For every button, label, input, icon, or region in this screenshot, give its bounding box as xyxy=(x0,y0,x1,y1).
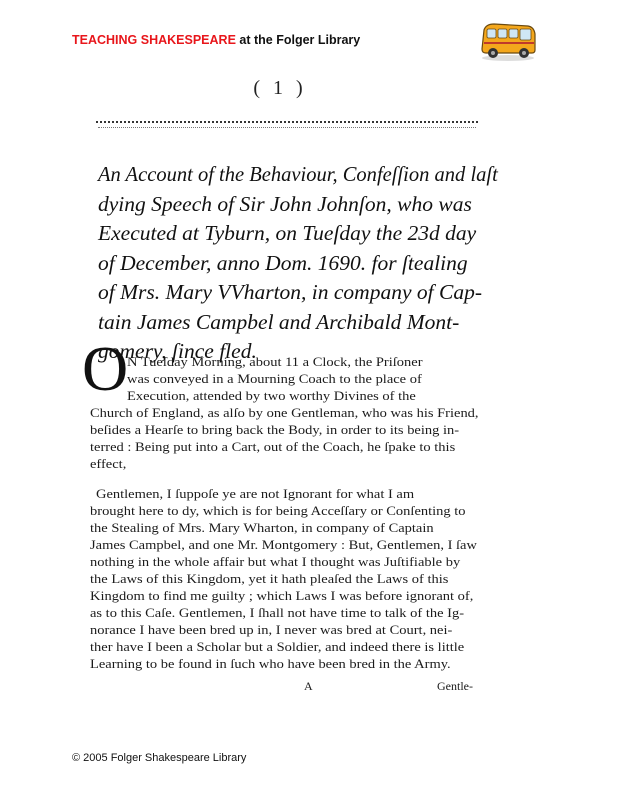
title-line: of Mrs. Mary VVharton, in company of Cap- xyxy=(98,280,482,304)
title-line: of December, anno Dom. 1690. for ſtealing xyxy=(98,250,468,275)
ornament-rule-secondary xyxy=(98,127,476,128)
ornament-rule xyxy=(96,121,478,123)
title-line: tain James Campbel and Archibald Mont- xyxy=(98,309,460,334)
body-line: norance I have been bred up in, I never was bred at Court, nei- xyxy=(90,623,453,637)
body-line: Kingdom to find me guilty ; which Laws I was before ignorant of, xyxy=(90,589,474,603)
body-line: terred : Being put into a Cart, out of the Coach, he ſpake to this xyxy=(90,440,456,454)
title-line: gomery, ſince fled. xyxy=(98,339,257,363)
body-line: brought here to dy, which is for being Acceſſary or Conſenting to xyxy=(90,504,466,518)
body-line: James Campbel, and one Mr. Montgomery : But, Gentlemen, I ſaw xyxy=(90,538,477,552)
body-line: Execution, attended by two worthy Divines of the xyxy=(127,389,416,403)
header-brand: TEACHING SHAKESPEARE xyxy=(72,33,236,47)
title-line: An Account of the Behaviour, Confeſſion and laſt xyxy=(98,162,498,186)
body-line: Church of England, as alſo by one Gentleman, who was his Friend, xyxy=(90,406,479,420)
title-line: Executed at Tyburn, on Tueſday the 23d day xyxy=(98,221,477,245)
body-line: was conveyed in a Mourning Coach to the place of xyxy=(127,372,422,386)
body-line: the Stealing of Mrs. Mary Wharton, in company of Captain xyxy=(90,521,434,535)
copyright-footer: © 2005 Folger Shakespeare Library xyxy=(72,752,247,764)
body-line: effect, xyxy=(90,457,127,471)
page-number: ( 1 ) xyxy=(253,77,307,99)
body-line: beſides a Hearſe to bring back the Body, in order to its being in- xyxy=(90,423,460,437)
catchword: Gentle- xyxy=(437,679,473,693)
body-line: as to this Caſe. Gentlemen, I ſhall not have time to talk of the Ig- xyxy=(90,606,465,620)
body-line: ther have I been a Scholar but a Soldier, and indeed there is little xyxy=(90,640,465,654)
body-line: Learning to be found in ſuch who have been bred in the Army. xyxy=(90,657,451,671)
document-title xyxy=(98,160,498,367)
title-line: dying Speech of Sir John Johnſon, who was xyxy=(98,191,472,216)
signature-mark: A xyxy=(304,679,313,693)
drop-cap: O xyxy=(82,333,129,404)
body-line: Gentlemen, I ſuppoſe ye are not Ignorant for what I am xyxy=(96,487,415,501)
header-subtitle: at the Folger Library xyxy=(235,33,361,47)
body-line: the Laws of this Kingdom, yet it hath pleaſed the Laws of this xyxy=(90,572,449,586)
body-line: nothing in the whole affair but what I thought was Juſtifiable by xyxy=(90,555,461,569)
body-line: N Tueſday Morning, about 11 a Clock, the Priſoner xyxy=(127,355,423,369)
